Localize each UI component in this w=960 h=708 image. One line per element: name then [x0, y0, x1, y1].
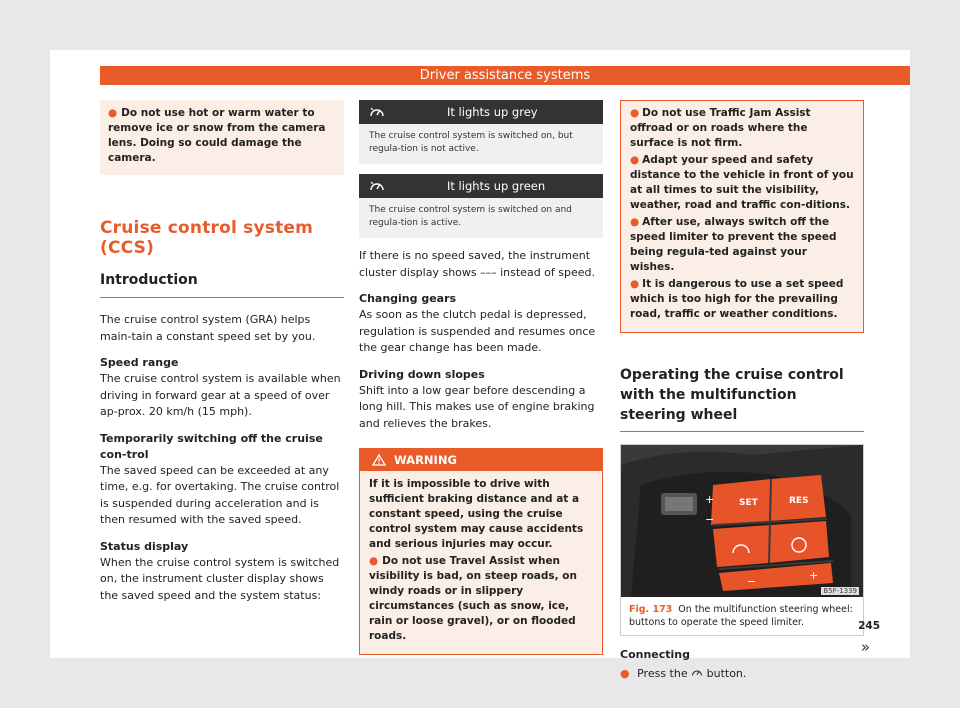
- status-green-text: The cruise control system is switched on and regula-tion is active.: [369, 205, 572, 228]
- status-display-text: When the cruise control system is switched on, the instrument cluster display shows the saved speed and the system status:: [100, 555, 340, 602]
- svg-text:−: −: [747, 575, 757, 588]
- speed-range-text: The cruise control system is available when driving in forward gear at a speed of over ap-prox. 20 km/h (15 mph).: [100, 372, 341, 418]
- status-card-grey: [359, 100, 603, 164]
- column-left: [100, 100, 344, 604]
- column-right: [620, 100, 864, 680]
- no-speed-text: If there is no speed saved, the instrument cluster display shows ––– instead of speed.: [359, 249, 596, 279]
- warning-title: WARNING: [394, 453, 457, 467]
- svg-text:−: −: [705, 513, 715, 526]
- bullet-icon: ●: [630, 107, 640, 119]
- temp-off-heading: Temporarily switching off the cruise con-trol: [100, 431, 323, 461]
- note-text: Do not use hot or warm water to remove ice or snow from the camera lens. Doing so could damage the camera.: [108, 107, 326, 164]
- status-grey-text: The cruise control system is switched on, but regula-tion is not active.: [369, 131, 573, 154]
- continue-mark: »: [860, 638, 870, 656]
- figure-number: Fig. 173: [629, 604, 673, 615]
- intro-text: The cruise control system (GRA) helps main-tain a constant speed set by you.: [100, 313, 316, 343]
- column-middle: [359, 100, 603, 655]
- connect-button-text: button.: [706, 667, 747, 680]
- caution-box: [620, 100, 864, 333]
- bullet-icon: ●: [630, 216, 640, 228]
- section-title: Cruise control system (CCS): [100, 218, 314, 258]
- fig-set-label: SET: [739, 498, 758, 508]
- warning-triangle-icon: [372, 454, 386, 466]
- status-display-heading: Status display: [100, 539, 189, 553]
- bullet-icon: ●: [620, 667, 630, 680]
- caution-item: Adapt your speed and safety distance to the vehicle in front of you at all times to suit the visibility, weather, road and traffic con-ditions.: [630, 154, 854, 211]
- steering-wheel-image: [621, 445, 863, 597]
- operating-section-title: Operating the cruise control with the multifunction steering wheel: [620, 365, 864, 432]
- svg-text:+: +: [705, 493, 715, 506]
- svg-text:+: +: [809, 569, 819, 582]
- caution-item: After use, always switch off the speed limiter to prevent the speed being regula-ted against your wishes.: [630, 216, 837, 273]
- gears-heading: Changing gears: [359, 292, 457, 305]
- manual-page: [50, 50, 910, 680]
- cruise-control-icon: [369, 106, 399, 118]
- bullet-icon: ●: [630, 278, 640, 290]
- chapter-header: Driver assistance systems: [100, 66, 910, 85]
- status-card-green: [359, 174, 603, 238]
- caution-item: Do not use Traffic Jam Assist offroad or on roads where the surface is not firm.: [630, 107, 811, 149]
- connect-press-text: Press the: [637, 667, 688, 680]
- warning-box: [359, 448, 603, 655]
- slopes-text: Shift into a low gear before descending a long hill. This makes use of engine braking and relieves the brakes.: [359, 383, 595, 430]
- warning-bullet-text: Do not use Travel Assist when visibility is bad, on steep roads, on windy roads or in slippery circumstances (such as snow, ice, rain or loose gravel), or on flooded roads.: [369, 555, 577, 642]
- sub-title: Introduction: [100, 272, 344, 298]
- figure-steering-wheel: [620, 444, 864, 636]
- gears-text: As soon as the clutch pedal is depressed, regulation is suspended and resumes once the gear change has been made.: [359, 308, 596, 354]
- cruise-control-icon: [691, 667, 707, 680]
- temp-off-text: The saved speed can be exceeded at any time, e.g. for overtaking. The cruise control is suspended during acceleration and is then resumed with the saved speed.: [100, 463, 340, 526]
- speed-range-heading: Speed range: [100, 356, 179, 369]
- cruise-control-icon: [369, 180, 399, 192]
- status-grey-title: It lights up grey: [447, 105, 538, 119]
- warning-paragraph: If it is impossible to drive with sufficient braking distance and at a constant speed, using the cruise control system may cause accidents and serious injuries may occur.: [369, 478, 584, 550]
- fig-res-label: RES: [789, 496, 809, 506]
- bullet-icon: ●: [108, 107, 118, 119]
- status-green-title: It lights up green: [447, 179, 546, 193]
- figure-code: B5F-1339: [823, 587, 857, 595]
- bullet-icon: ●: [630, 154, 640, 166]
- caution-item: It is dangerous to use a set speed which is too high for the prevailing road, traffic or weather conditions.: [630, 278, 844, 320]
- connecting-heading: Connecting: [620, 648, 691, 661]
- note-box: [100, 100, 344, 175]
- page-number: 245: [858, 620, 880, 632]
- figure-caption: On the multifunction steering wheel: buttons to operate the speed limiter.: [629, 604, 853, 628]
- bullet-icon: ●: [369, 555, 379, 567]
- slopes-heading: Driving down slopes: [359, 367, 485, 381]
